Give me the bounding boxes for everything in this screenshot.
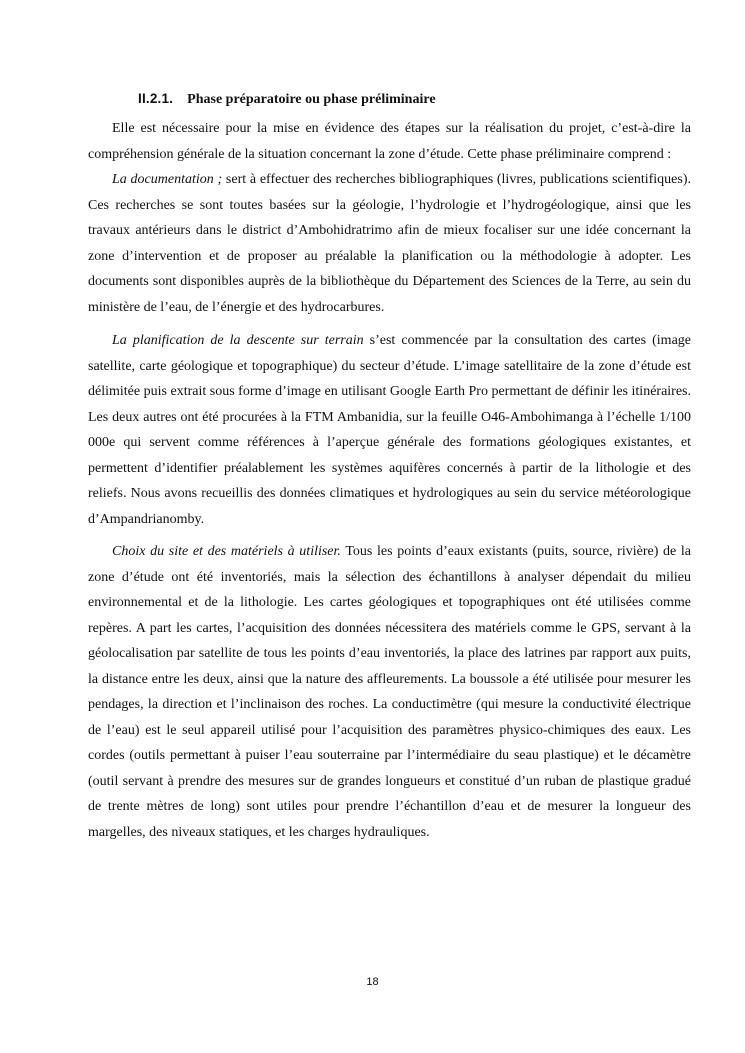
paragraph-choix xyxy=(88,539,691,845)
paragraph-intro: Elle est nécessaire pour la mise en évidence des étapes sur la réalisation du projet, c’est-à-dire la compréhension générale de la situation concernant la zone d’étude. Cette phase préliminaire comprend : xyxy=(88,121,691,162)
planification-text: s’est commencée par la consultation des cartes (image satellite, carte géologique et topographique) du secteur d’étude. L’image satellitaire de la zone d’étude est délimitée puis extrait sous forme d’image en utilisant Google Earth Pro permettant de définir les itinéraires. Les deux autres ont été procurées à la FTM Ambanidia, sur la feuille O46-Ambohimanga à l’échelle 1/100 000e qui servent comme références à l’aperçue générale des formations géologiques existantes, et permettent d’identifier préalablement les systèmes aquifères concernés à partir de la lithologie et des reliefs. Nous avons recueillis des données climatiques et hydrologiques au sein du service météorologique d’Ampandrianomby. xyxy=(88,333,691,527)
page-number: 18 xyxy=(366,976,379,988)
documentation-text: sert à effectuer des recherches bibliographiques (livres, publications scientifiques). Ces recherches se sont toutes basées sur la géologie, l’hydrologie et l’hydrogéologique, ainsi que les travaux antérieurs dans le district d’Ambohidratrimo afin de mieux focaliser sur une idée concernant la zone d’intervention et de proposer au préalable la planification ou la méthodologie à adopter. Les documents sont disponibles auprès de la bibliothèque du Département des Sciences de la Terre, au sein du ministère de l’eau, de l’énergie et des hydrocarbures. xyxy=(88,172,691,315)
section-title: Phase préparatoire ou phase préliminaire xyxy=(187,92,436,107)
choix-text: Tous les points d’eaux existants (puits, source, rivière) de la zone d’étude ont été inventoriés, mais la sélection des échantillons à analyser dépendait du milieu environnemental et de la lithologie. Les cartes géologiques et topographiques ont été utilisées comme repères. A part les cartes, l’acquisition des données nécessitera des matériels comme le GPS, servant à la géolocalisation par satellite de tous les points d’eau inventoriés, la place des latrines par rapport aux puits, la distance entre les deux, ainsi que la nature des affleurements. La boussole a été utilisée pour mesurer les pendages, la direction et l’inclinaison des roches. La conductimètre (qui mesure la conductivité électrique de l’eau) est le seul appareil utilisé pour l’acquisition des paramètres physico-chimiques des eaux. Les cordes (outils permettant à puiser l’eau souterraine par l’intermédiaire du seau plastique) et le décamètre (outil servant à prendre des mesures sur de grandes longueurs et constitué d’un ruban de plastique gradué de trente mètres de long) sont utiles pour prendre l’échantillon d’eau et de mesurer la longueur des margelles, des niveaux statiques, et les charges hydrauliques. xyxy=(88,544,691,840)
paragraph-planification xyxy=(88,328,691,532)
planification-label: La planification de la descente sur terrain xyxy=(112,333,364,348)
section-heading xyxy=(138,89,698,110)
documentation-label: La documentation ; xyxy=(112,172,223,187)
choix-label: Choix du site et des matériels à utiliser. xyxy=(112,544,341,559)
paragraph-documentation xyxy=(88,167,691,320)
section-number: II.2.1. xyxy=(138,91,174,106)
body-text xyxy=(88,116,691,845)
